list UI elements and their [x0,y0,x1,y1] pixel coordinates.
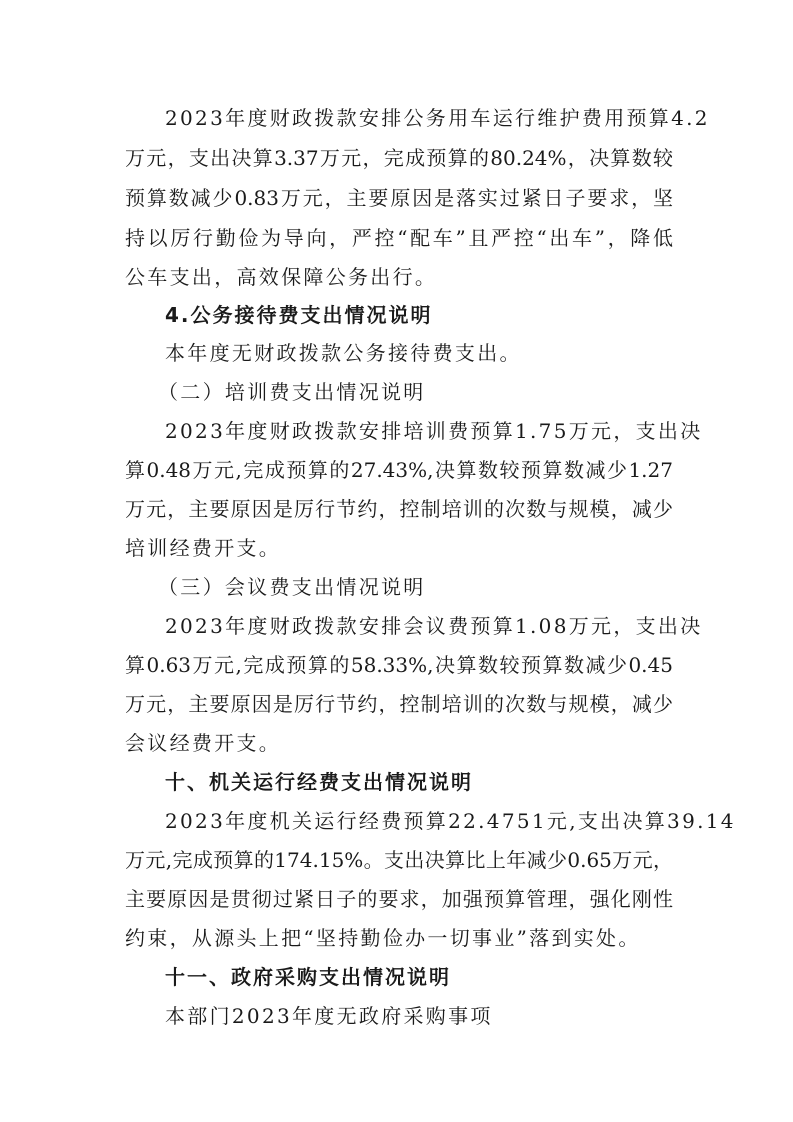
paragraph-reception: 本年度无财政拨款公务接待费支出。 [165,341,522,365]
text-line: 2023年度财政拨款安排公务用车运行维护费用预算4.2 [165,106,710,130]
text-line: 约束，从源头上把“坚持勤俭办一切事业”落到实处。 [125,926,641,950]
text-line: 算0.63万元,完成预算的58.33%,决算数较预算数减少0.45 [125,653,673,677]
section-heading-training: （二）培训费支出情况说明 [158,380,426,404]
text-line: 培训经费开支。 [125,536,282,560]
text-line: 2023年度机关运行经费预算22.4751元,支出决算39.14 [165,809,736,833]
text-line: 万元，主要原因是厉行节约，控制培训的次数与规模，减少 [125,692,673,716]
text-line: 会议经费开支。 [125,731,282,755]
text-line: 主要原因是贯彻过紧日子的要求，加强预算管理，强化刚性 [125,887,673,911]
section-heading-meeting: （三）会议费支出情况说明 [158,575,426,599]
text-line: 万元，主要原因是厉行节约，控制培训的次数与规模，减少 [125,497,673,521]
paragraph-procurement: 本部门2023年度无政府采购事项 [165,1004,493,1028]
section-heading-operation: 十、机关运行经费支出情况说明 [165,770,473,794]
section-heading-reception: 4.公务接待费支出情况说明 [165,303,433,327]
section-heading-procurement: 十一、政府采购支出情况说明 [165,965,451,989]
text-line: 2023年度财政拨款安排会议费预算1.08万元，支出决 [165,614,703,638]
text-line: 持以厉行勤俭为导向，严控“配车”且严控“出车”，降低 [125,226,673,250]
text-line: 预算数减少0.83万元，主要原因是落实过紧日子要求，坚 [125,186,673,210]
text-line: 公车支出，高效保障公务出行。 [125,265,438,289]
text-line: 万元,完成预算的174.15%。支出决算比上年减少0.65万元， [125,848,673,872]
text-line: 万元，支出决算3.37万元，完成预算的80.24%，决算数较 [125,146,673,170]
text-line: 算0.48万元,完成预算的27.43%,决算数较预算数减少1.27 [125,458,673,482]
text-line: 2023年度财政拨款安排培训费预算1.75万元，支出决 [165,419,703,443]
